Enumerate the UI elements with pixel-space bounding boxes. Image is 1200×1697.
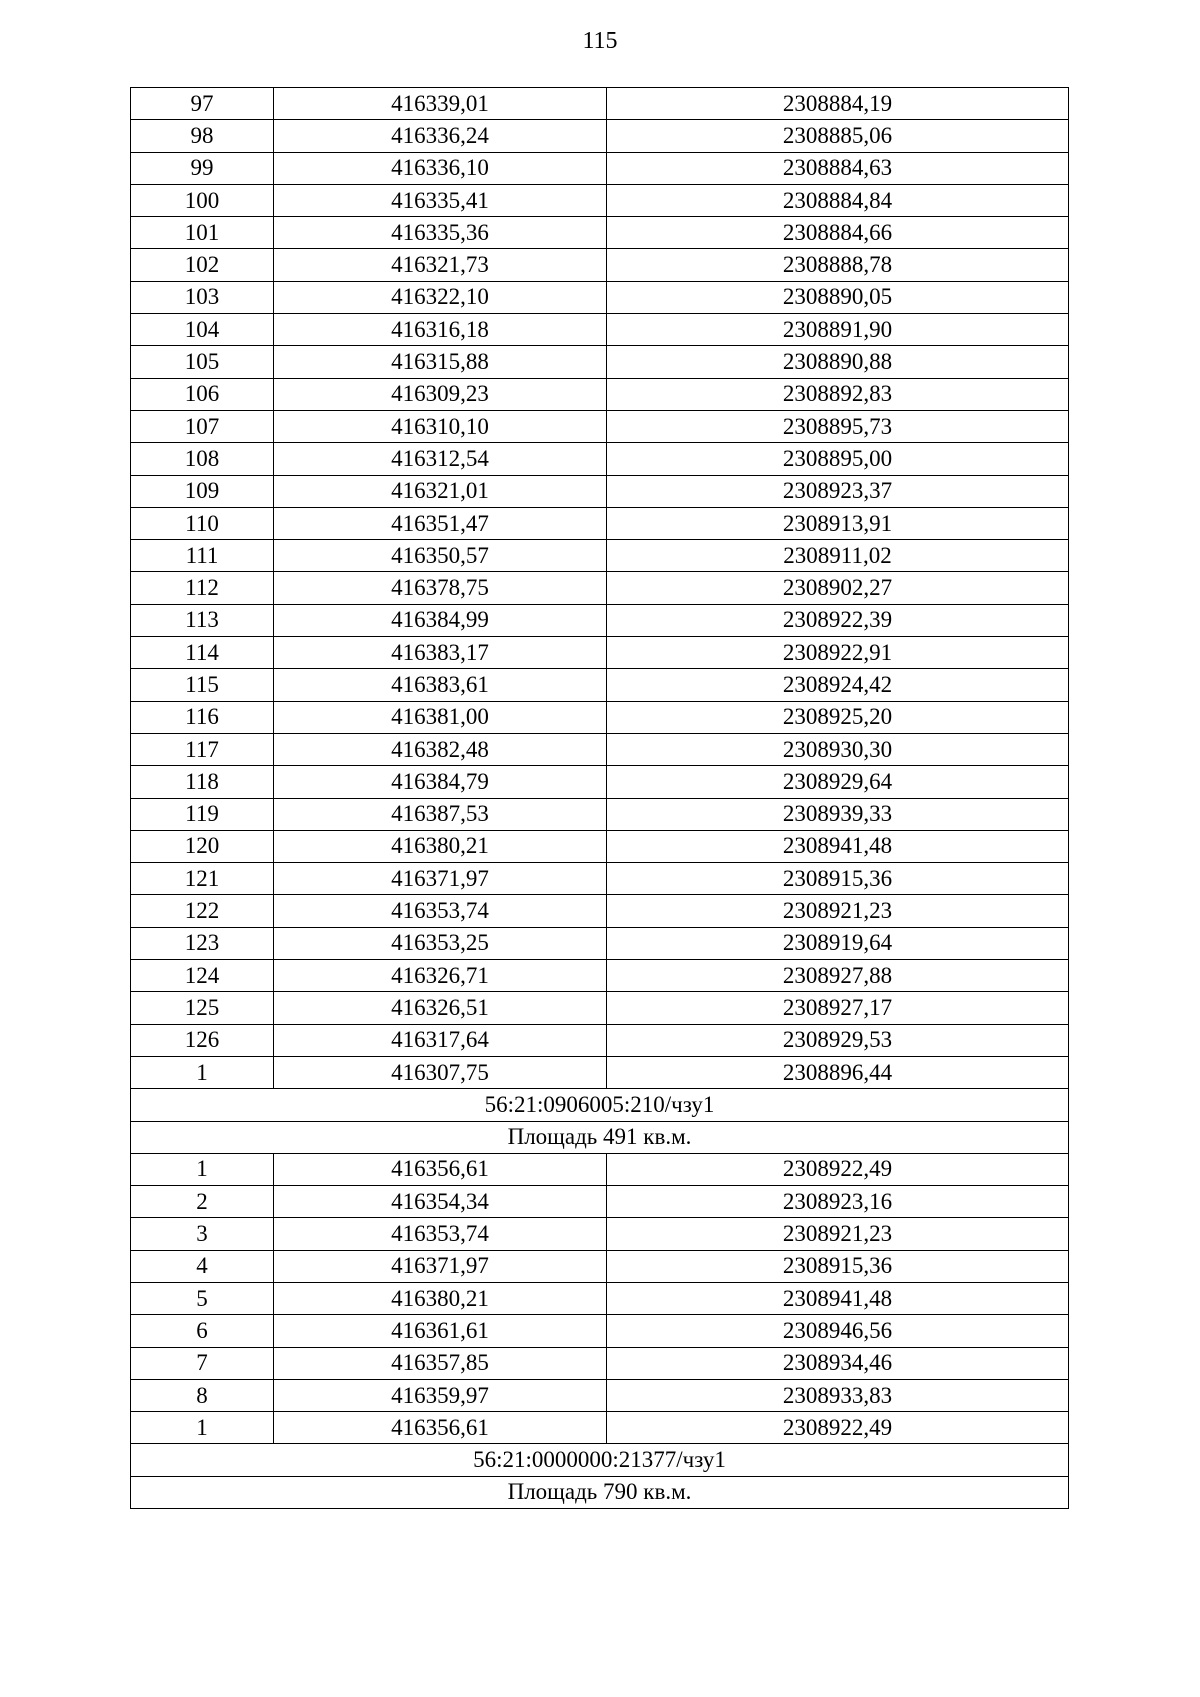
y-coordinate-cell: 2308922,49 [607,1412,1069,1444]
x-coordinate-cell: 416371,97 [274,1250,607,1282]
y-coordinate-cell: 2308902,27 [607,572,1069,604]
cadastral-number: 56:21:0000000:21377/чзу1 [131,1444,1069,1476]
x-coordinate-cell: 416378,75 [274,572,607,604]
y-coordinate-cell: 2308927,17 [607,992,1069,1024]
y-coordinate-cell: 2308919,64 [607,927,1069,959]
point-number-cell: 109 [131,475,274,507]
y-coordinate-cell: 2308885,06 [607,120,1069,152]
table-row [131,766,1069,798]
point-number-cell: 106 [131,378,274,410]
table-row [131,960,1069,992]
x-coordinate-cell: 416307,75 [274,1056,607,1088]
point-number-cell: 4 [131,1250,274,1282]
section-area-row [131,1121,1069,1153]
point-number-cell: 118 [131,766,274,798]
x-coordinate-cell: 416326,51 [274,992,607,1024]
y-coordinate-cell: 2308884,84 [607,184,1069,216]
table-row [131,733,1069,765]
x-coordinate-cell: 416335,41 [274,184,607,216]
point-number-cell: 115 [131,669,274,701]
y-coordinate-cell: 2308921,23 [607,895,1069,927]
point-number-cell: 101 [131,217,274,249]
table-row [131,830,1069,862]
point-number-cell: 124 [131,960,274,992]
y-coordinate-cell: 2308933,83 [607,1379,1069,1411]
y-coordinate-cell: 2308891,90 [607,314,1069,346]
x-coordinate-cell: 416351,47 [274,507,607,539]
y-coordinate-cell: 2308929,53 [607,1024,1069,1056]
table-row [131,281,1069,313]
x-coordinate-cell: 416384,79 [274,766,607,798]
table-row [131,637,1069,669]
y-coordinate-cell: 2308946,56 [607,1315,1069,1347]
section-area-row [131,1476,1069,1508]
table-row [131,1412,1069,1444]
point-number-cell: 1 [131,1056,274,1088]
coordinates-table-body [131,88,1069,1509]
x-coordinate-cell: 416383,61 [274,669,607,701]
point-number-cell: 102 [131,249,274,281]
y-coordinate-cell: 2308890,05 [607,281,1069,313]
x-coordinate-cell: 416353,74 [274,895,607,927]
table-row [131,410,1069,442]
x-coordinate-cell: 416321,01 [274,475,607,507]
y-coordinate-cell: 2308911,02 [607,540,1069,572]
table-row [131,1379,1069,1411]
table-row [131,378,1069,410]
area-label: Площадь 491 кв.м. [131,1121,1069,1153]
x-coordinate-cell: 416312,54 [274,443,607,475]
point-number-cell: 1 [131,1412,274,1444]
x-coordinate-cell: 416381,00 [274,701,607,733]
point-number-cell: 7 [131,1347,274,1379]
point-number-cell: 126 [131,1024,274,1056]
table-row [131,249,1069,281]
y-coordinate-cell: 2308896,44 [607,1056,1069,1088]
x-coordinate-cell: 416339,01 [274,88,607,120]
y-coordinate-cell: 2308888,78 [607,249,1069,281]
table-row [131,798,1069,830]
table-row [131,443,1069,475]
x-coordinate-cell: 416356,61 [274,1412,607,1444]
x-coordinate-cell: 416354,34 [274,1186,607,1218]
y-coordinate-cell: 2308892,83 [607,378,1069,410]
point-number-cell: 122 [131,895,274,927]
table-row [131,1347,1069,1379]
table-row [131,88,1069,120]
x-coordinate-cell: 416371,97 [274,863,607,895]
x-coordinate-cell: 416382,48 [274,733,607,765]
x-coordinate-cell: 416361,61 [274,1315,607,1347]
area-label: Площадь 790 кв.м. [131,1476,1069,1508]
point-number-cell: 100 [131,184,274,216]
y-coordinate-cell: 2308934,46 [607,1347,1069,1379]
table-row [131,184,1069,216]
table-row [131,992,1069,1024]
table-row [131,217,1069,249]
x-coordinate-cell: 416384,99 [274,604,607,636]
x-coordinate-cell: 416310,10 [274,410,607,442]
table-row [131,1315,1069,1347]
y-coordinate-cell: 2308922,39 [607,604,1069,636]
table-row [131,1186,1069,1218]
table-row [131,314,1069,346]
coordinates-table [130,87,1069,1509]
x-coordinate-cell: 416326,71 [274,960,607,992]
x-coordinate-cell: 416383,17 [274,637,607,669]
point-number-cell: 125 [131,992,274,1024]
point-number-cell: 116 [131,701,274,733]
point-number-cell: 5 [131,1282,274,1314]
x-coordinate-cell: 416335,36 [274,217,607,249]
table-row [131,1282,1069,1314]
point-number-cell: 121 [131,863,274,895]
table-row [131,895,1069,927]
y-coordinate-cell: 2308924,42 [607,669,1069,701]
y-coordinate-cell: 2308922,91 [607,637,1069,669]
y-coordinate-cell: 2308923,37 [607,475,1069,507]
y-coordinate-cell: 2308925,20 [607,701,1069,733]
y-coordinate-cell: 2308922,49 [607,1153,1069,1185]
x-coordinate-cell: 416316,18 [274,314,607,346]
y-coordinate-cell: 2308890,88 [607,346,1069,378]
y-coordinate-cell: 2308915,36 [607,863,1069,895]
y-coordinate-cell: 2308930,30 [607,733,1069,765]
point-number-cell: 8 [131,1379,274,1411]
point-number-cell: 107 [131,410,274,442]
point-number-cell: 119 [131,798,274,830]
x-coordinate-cell: 416317,64 [274,1024,607,1056]
y-coordinate-cell: 2308923,16 [607,1186,1069,1218]
x-coordinate-cell: 416380,21 [274,830,607,862]
table-row [131,604,1069,636]
point-number-cell: 103 [131,281,274,313]
y-coordinate-cell: 2308884,66 [607,217,1069,249]
table-row [131,507,1069,539]
x-coordinate-cell: 416380,21 [274,1282,607,1314]
table-row [131,1250,1069,1282]
table-row [131,152,1069,184]
y-coordinate-cell: 2308884,63 [607,152,1069,184]
y-coordinate-cell: 2308913,91 [607,507,1069,539]
point-number-cell: 111 [131,540,274,572]
x-coordinate-cell: 416359,97 [274,1379,607,1411]
point-number-cell: 3 [131,1218,274,1250]
x-coordinate-cell: 416322,10 [274,281,607,313]
point-number-cell: 6 [131,1315,274,1347]
section-title-row [131,1089,1069,1121]
table-row [131,120,1069,152]
y-coordinate-cell: 2308941,48 [607,1282,1069,1314]
table-row [131,572,1069,604]
x-coordinate-cell: 416357,85 [274,1347,607,1379]
section-title-row [131,1444,1069,1476]
y-coordinate-cell: 2308884,19 [607,88,1069,120]
table-row [131,346,1069,378]
table-row [131,927,1069,959]
point-number-cell: 99 [131,152,274,184]
table-row [131,1024,1069,1056]
page-number: 115 [582,28,618,54]
point-number-cell: 105 [131,346,274,378]
x-coordinate-cell: 416321,73 [274,249,607,281]
table-row [131,1218,1069,1250]
y-coordinate-cell: 2308915,36 [607,1250,1069,1282]
table-row [131,1153,1069,1185]
y-coordinate-cell: 2308929,64 [607,766,1069,798]
point-number-cell: 114 [131,637,274,669]
point-number-cell: 123 [131,927,274,959]
table-row [131,540,1069,572]
point-number-cell: 104 [131,314,274,346]
table-row [131,1056,1069,1088]
x-coordinate-cell: 416353,74 [274,1218,607,1250]
x-coordinate-cell: 416309,23 [274,378,607,410]
point-number-cell: 112 [131,572,274,604]
x-coordinate-cell: 416336,24 [274,120,607,152]
point-number-cell: 2 [131,1186,274,1218]
point-number-cell: 97 [131,88,274,120]
point-number-cell: 108 [131,443,274,475]
y-coordinate-cell: 2308927,88 [607,960,1069,992]
y-coordinate-cell: 2308941,48 [607,830,1069,862]
table-row [131,863,1069,895]
x-coordinate-cell: 416336,10 [274,152,607,184]
table-row [131,475,1069,507]
y-coordinate-cell: 2308921,23 [607,1218,1069,1250]
point-number-cell: 113 [131,604,274,636]
table-row [131,669,1069,701]
table-row [131,701,1069,733]
point-number-cell: 110 [131,507,274,539]
y-coordinate-cell: 2308895,73 [607,410,1069,442]
x-coordinate-cell: 416315,88 [274,346,607,378]
point-number-cell: 120 [131,830,274,862]
cadastral-number: 56:21:0906005:210/чзу1 [131,1089,1069,1121]
y-coordinate-cell: 2308895,00 [607,443,1069,475]
point-number-cell: 117 [131,733,274,765]
x-coordinate-cell: 416356,61 [274,1153,607,1185]
x-coordinate-cell: 416353,25 [274,927,607,959]
x-coordinate-cell: 416387,53 [274,798,607,830]
x-coordinate-cell: 416350,57 [274,540,607,572]
point-number-cell: 98 [131,120,274,152]
point-number-cell: 1 [131,1153,274,1185]
y-coordinate-cell: 2308939,33 [607,798,1069,830]
